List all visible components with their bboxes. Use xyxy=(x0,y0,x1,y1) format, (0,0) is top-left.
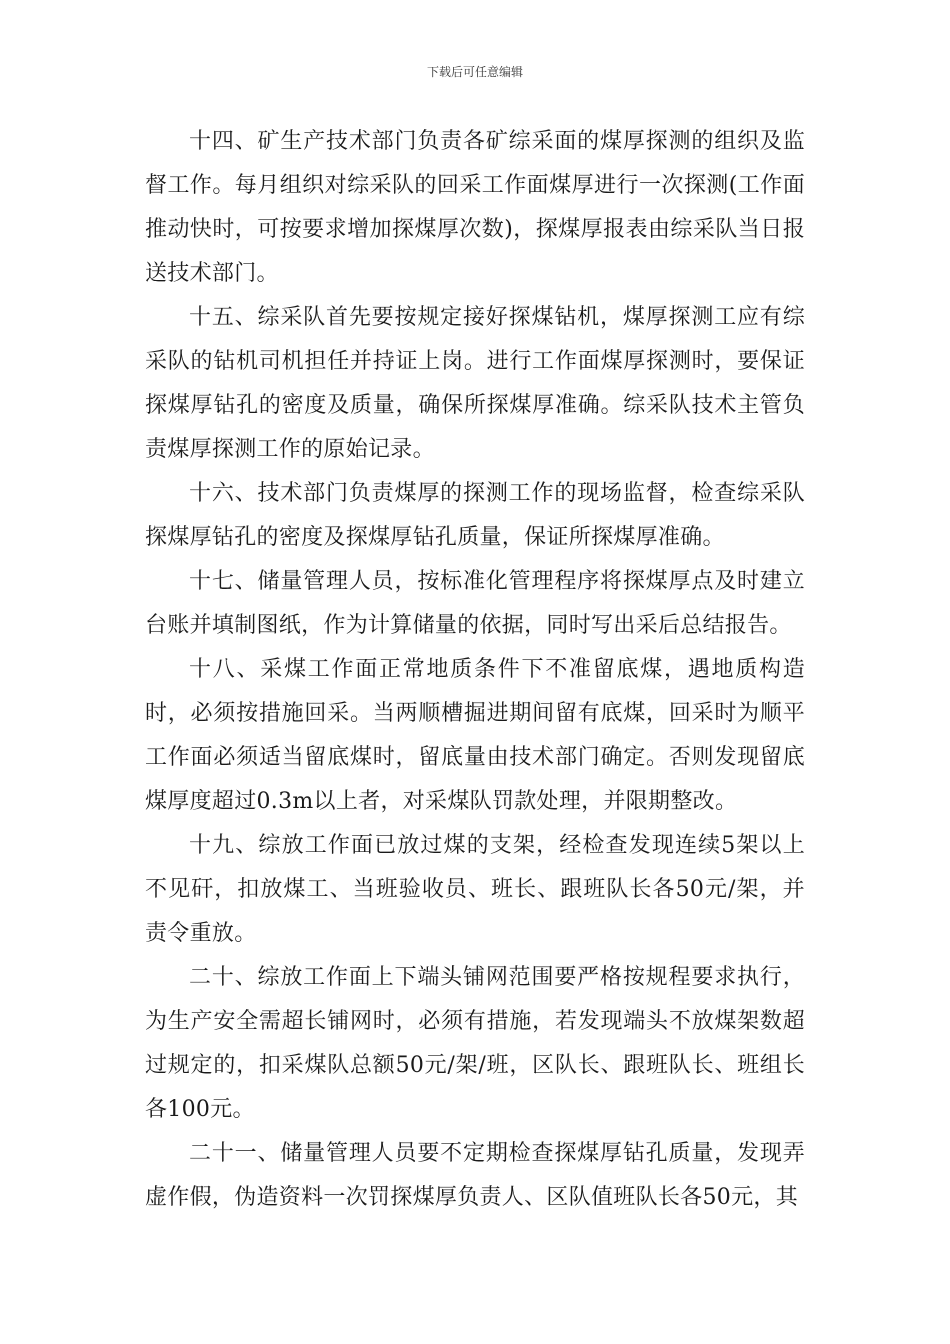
paragraph-18: 十八、采煤工作面正常地质条件下不准留底煤，遇地质构造时，必须按措施回采。当两顺槽掘进期间留有底煤，回采时为顺平工作面必须适当留底煤时，留底量由技术部门确定。否则发现留底煤厚度超过0.3m以上者，对采煤队罚款处理，并限期整改。 xyxy=(145,657,805,814)
document-body xyxy=(145,120,805,1220)
paragraph-21: 二十一、储量管理人员要不定期检查探煤厚钻孔质量，发现弄虚作假，伪造资料一次罚探煤厚负责人、区队值班队长各50元，其 xyxy=(145,1141,805,1210)
paragraph-15: 十五、综采队首先要按规定接好探煤钻机，煤厚探测工应有综采队的钻机司机担任并持证上岗。进行工作面煤厚探测时，要保证探煤厚钻孔的密度及质量，确保所探煤厚准确。综采队技术主管负责煤厚探测工作的原始记录。 xyxy=(145,305,805,462)
paragraph-17: 十七、储量管理人员，按标准化管理程序将探煤厚点及时建立台账并填制图纸，作为计算储量的依据，同时写出采后总结报告。 xyxy=(145,569,805,638)
paragraph-14: 十四、矿生产技术部门负责各矿综采面的煤厚探测的组织及监督工作。每月组织对综采队的回采工作面煤厚进行一次探测(工作面推动快时，可按要求增加探煤厚次数)，探煤厚报表由综采队当日报送技术部门。 xyxy=(145,129,805,286)
page-header-note: 下载后可任意编辑 xyxy=(426,65,523,79)
paragraph-19: 十九、综放工作面已放过煤的支架，经检查发现连续5架以上不见矸，扣放煤工、当班验收员、班长、跟班队长各50元/架，并责令重放。 xyxy=(145,833,805,946)
paragraph-16: 十六、技术部门负责煤厚的探测工作的现场监督，检查综采队探煤厚钻孔的密度及探煤厚钻孔质量，保证所探煤厚准确。 xyxy=(145,481,805,550)
paragraph-20: 二十、综放工作面上下端头铺网范围要严格按规程要求执行，为生产安全需超长铺网时，必须有措施，若发现端头不放煤架数超过规定的，扣采煤队总额50元/架/班，区队长、跟班队长、班组长各100元。 xyxy=(145,965,805,1122)
